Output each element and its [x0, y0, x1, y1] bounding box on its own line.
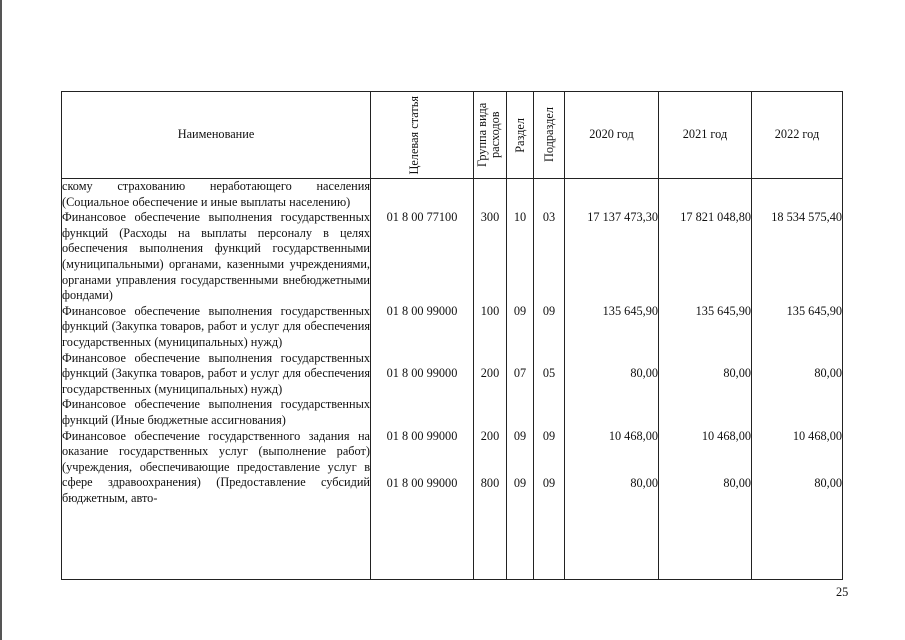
row-group: 800: [480, 476, 500, 490]
row-section: 10: [513, 210, 527, 224]
row-article: 01 8 00 99000: [386, 429, 458, 443]
row-amount-2020: 80,00: [630, 476, 658, 490]
page-number: 25: [836, 585, 849, 599]
header-2021: 2021 год: [659, 92, 752, 179]
header-expense-group: Группа вида расходов: [474, 92, 507, 179]
row-subsection: 09: [542, 476, 556, 490]
row-amount-2022: 10 468,00: [792, 429, 842, 443]
row-section: 07: [513, 366, 527, 380]
row-section: 09: [513, 476, 527, 490]
row-name: скому страхованию неработающего населения (Социальное обеспечение и иные выплаты населению): [62, 179, 370, 209]
row-amount-2021: 80,00: [723, 476, 751, 490]
row-amount-2021: 17 821 048,80: [680, 210, 751, 224]
article-column: [371, 179, 474, 580]
row-amount-2022: 80,00: [814, 476, 842, 490]
row-section: 09: [513, 304, 527, 318]
header-2022: 2022 год: [752, 92, 843, 179]
row-amount-2021: 135 645,90: [695, 304, 751, 318]
row-amount-2020: 80,00: [630, 366, 658, 380]
header-name: Наименование: [62, 92, 371, 179]
row-amount-2022: 135 645,90: [786, 304, 842, 318]
row-amount-2020: 17 137 473,30: [587, 210, 658, 224]
row-subsection: 05: [542, 366, 556, 380]
row-article: 01 8 00 99000: [386, 476, 458, 490]
row-subsection: 03: [542, 210, 556, 224]
row-name: Финансовое обеспечение выполнения государственных функций (Закупка товаров, работ и услуг для обеспечения государственных (муниципальных) нужд): [62, 303, 370, 349]
row-group: 200: [480, 366, 500, 380]
group-column: [474, 179, 507, 580]
row-section: 09: [513, 429, 527, 443]
row-amount-2022: 80,00: [814, 366, 842, 380]
row-name: Финансовое обеспечение выполнения государственных функций (Иные бюджетные ассигнования): [62, 397, 370, 427]
row-group: 100: [480, 304, 500, 318]
row-amount-2020: 135 645,90: [602, 304, 658, 318]
page-edge-line: [0, 0, 2, 640]
row-amount-2020: 10 468,00: [608, 429, 658, 443]
header-2020: 2020 год: [565, 92, 659, 179]
header-subsection: Подраздел: [534, 92, 565, 179]
row-amount-2021: 10 468,00: [701, 429, 751, 443]
y2021-column: [659, 179, 752, 580]
row-article: 01 8 00 99000: [386, 366, 458, 380]
table-body-row: [62, 179, 843, 580]
subsection-column: [534, 179, 565, 580]
y2020-column: [565, 179, 659, 580]
row-name: Финансовое обеспечение выполнения государственных функций (Расходы на выплаты персоналу в целях обеспечения выполнения функций государственными (муниципальными) органами, казенными учреждениями, органами управления государственными внебюджетными фондами): [62, 210, 370, 303]
budget-table: [61, 91, 843, 580]
row-article: 01 8 00 99000: [386, 304, 458, 318]
row-group: 300: [480, 210, 500, 224]
row-name: Финансовое обеспечение государственного задания на оказание государственных услуг (выполнение работ) (учреждения, обеспечивающие предоставление услуг в сфере здравоохранения) (Предоставление субсидий бюджетным, авто-: [62, 428, 370, 505]
section-column: [507, 179, 534, 580]
row-group: 200: [480, 429, 500, 443]
header-section: Раздел: [507, 92, 534, 179]
row-name: Финансовое обеспечение выполнения государственных функций (Закупка товаров, работ и услуг для обеспечения государственных (муниципальных) нужд): [62, 350, 370, 396]
row-amount-2022: 18 534 575,40: [771, 210, 842, 224]
row-subsection: 09: [542, 429, 556, 443]
row-subsection: 09: [542, 304, 556, 318]
row-article: 01 8 00 77100: [386, 210, 458, 224]
row-amount-2021: 80,00: [723, 366, 751, 380]
table-header-row: [62, 92, 843, 179]
name-column: [62, 179, 371, 580]
y2022-column: [752, 179, 843, 580]
header-target-article: Целевая статья: [371, 92, 474, 179]
